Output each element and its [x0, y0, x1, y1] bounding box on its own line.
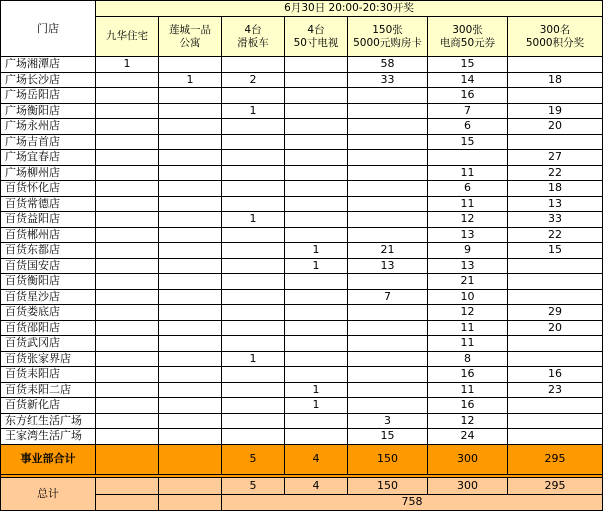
- cell-value: [348, 274, 428, 290]
- cell-value: [285, 119, 348, 135]
- cell-value: [348, 88, 428, 104]
- cell-value: [96, 243, 159, 259]
- store-name: 百货怀化店: [1, 181, 96, 197]
- table-row: [1, 305, 603, 321]
- cell-value: [96, 367, 159, 383]
- cell-value: [222, 367, 285, 383]
- cell-value: 15: [428, 134, 508, 150]
- cell-value: [222, 243, 285, 259]
- cell-value: [348, 367, 428, 383]
- cell-value: [508, 57, 603, 73]
- cell-value: 20: [508, 320, 603, 336]
- store-name: 百货张家界店: [1, 351, 96, 367]
- cell-value: [96, 382, 159, 398]
- cell-value: 1: [285, 382, 348, 398]
- cell-value: 12: [428, 413, 508, 429]
- cell-value: [159, 258, 222, 274]
- store-name: 广场永州店: [1, 119, 96, 135]
- cell-value: [159, 305, 222, 321]
- cell-value: [348, 103, 428, 119]
- cell-value: 16: [428, 398, 508, 414]
- cell-value: [285, 212, 348, 228]
- cell-value: [159, 134, 222, 150]
- cell-value: 1: [222, 103, 285, 119]
- cell-value: 8: [428, 351, 508, 367]
- table-row: [1, 227, 603, 243]
- cell-value: [348, 227, 428, 243]
- total-label: 总计: [1, 477, 96, 510]
- cell-value: [285, 305, 348, 321]
- table-row: [1, 274, 603, 290]
- store-name: 百货娄底店: [1, 305, 96, 321]
- event-title: 6月30日 20:00-20:30开奖: [96, 1, 603, 17]
- store-name: 百货武冈店: [1, 336, 96, 352]
- cell-value: [96, 413, 159, 429]
- store-name: 百货耒阳二店: [1, 382, 96, 398]
- column-header-line2: 电商50元券: [439, 36, 496, 49]
- cell-value: [285, 57, 348, 73]
- store-name: 百货国安店: [1, 258, 96, 274]
- cell-value: 15: [428, 57, 508, 73]
- cell-value: [508, 258, 603, 274]
- cell-value: 11: [428, 196, 508, 212]
- cell-value: 29: [508, 305, 603, 321]
- cell-value: [159, 398, 222, 414]
- column-header-line1: 150张: [372, 23, 403, 36]
- store-name: 百货新化店: [1, 398, 96, 414]
- cell-value: [222, 57, 285, 73]
- cell-value: [348, 196, 428, 212]
- total-value: 5: [222, 477, 285, 494]
- cell-value: [159, 289, 222, 305]
- cell-value: [508, 274, 603, 290]
- cell-value: [285, 227, 348, 243]
- table-row: [1, 351, 603, 367]
- cell-value: [285, 274, 348, 290]
- column-header-line2: 5000元购房卡: [353, 36, 422, 49]
- cell-value: [285, 181, 348, 197]
- table-body: [1, 57, 603, 445]
- table-row: [1, 165, 603, 181]
- subtotal-value: 4: [285, 444, 348, 474]
- cell-value: [222, 398, 285, 414]
- cell-value: 33: [348, 72, 428, 88]
- cell-value: [222, 196, 285, 212]
- cell-value: [508, 429, 603, 445]
- total-value: 300: [428, 477, 508, 494]
- cell-value: [222, 289, 285, 305]
- table-row: [1, 289, 603, 305]
- cell-value: [508, 398, 603, 414]
- cell-value: [508, 351, 603, 367]
- cell-value: [428, 150, 508, 166]
- cell-value: [96, 351, 159, 367]
- column-header-line1: 4台: [244, 23, 262, 36]
- column-header-line2: 50寸电视: [293, 36, 339, 49]
- cell-value: [508, 134, 603, 150]
- cell-value: 12: [428, 212, 508, 228]
- store-name: 百货邵阳店: [1, 320, 96, 336]
- cell-value: 21: [348, 243, 428, 259]
- cell-value: 16: [428, 88, 508, 104]
- total-value: 295: [508, 477, 603, 494]
- cell-value: [508, 336, 603, 352]
- column-header-line1: 300张: [452, 23, 483, 36]
- cell-value: [222, 227, 285, 243]
- cell-value: [96, 274, 159, 290]
- column-header: [508, 17, 603, 57]
- cell-value: [222, 320, 285, 336]
- cell-value: [222, 305, 285, 321]
- column-header-line2: 公寓: [179, 36, 201, 49]
- cell-value: [96, 103, 159, 119]
- cell-value: [159, 243, 222, 259]
- cell-value: 58: [348, 57, 428, 73]
- cell-value: [285, 134, 348, 150]
- cell-value: [159, 320, 222, 336]
- total-row: [1, 477, 603, 494]
- cell-value: [222, 274, 285, 290]
- cell-value: [159, 336, 222, 352]
- cell-value: [348, 119, 428, 135]
- table-row: [1, 320, 603, 336]
- store-name: 百货耒阳店: [1, 367, 96, 383]
- cell-value: [285, 367, 348, 383]
- cell-value: [96, 181, 159, 197]
- total-value: [96, 477, 159, 494]
- cell-value: [348, 320, 428, 336]
- cell-value: [96, 336, 159, 352]
- cell-value: 7: [348, 289, 428, 305]
- cell-value: [285, 103, 348, 119]
- store-name: 百货益阳店: [1, 212, 96, 228]
- cell-value: 12: [428, 305, 508, 321]
- cell-value: 11: [428, 320, 508, 336]
- cell-value: [222, 258, 285, 274]
- column-header: [285, 17, 348, 57]
- cell-value: [222, 413, 285, 429]
- cell-value: 13: [348, 258, 428, 274]
- cell-value: [285, 165, 348, 181]
- cell-value: [222, 429, 285, 445]
- cell-value: 13: [428, 258, 508, 274]
- store-name: 百货星沙店: [1, 289, 96, 305]
- column-header-line1: 4台: [307, 23, 325, 36]
- subtotal-value: 300: [428, 444, 508, 474]
- store-name: 百货衡阳店: [1, 274, 96, 290]
- cell-value: [159, 429, 222, 445]
- table-row: [1, 57, 603, 73]
- cell-value: 7: [428, 103, 508, 119]
- cell-value: 22: [508, 165, 603, 181]
- cell-value: 18: [508, 72, 603, 88]
- cell-value: 11: [428, 165, 508, 181]
- cell-value: 15: [348, 429, 428, 445]
- store-name: 百货常德店: [1, 196, 96, 212]
- table-row: [1, 103, 603, 119]
- cell-value: 11: [428, 382, 508, 398]
- cell-value: 24: [428, 429, 508, 445]
- cell-value: [159, 165, 222, 181]
- cell-value: [348, 336, 428, 352]
- column-header: [222, 17, 285, 57]
- column-header-line2: 滑板车: [237, 36, 269, 49]
- cell-value: [348, 305, 428, 321]
- cell-value: [348, 351, 428, 367]
- cell-value: [159, 227, 222, 243]
- cell-value: [285, 429, 348, 445]
- cell-value: [348, 398, 428, 414]
- cell-value: 1: [222, 212, 285, 228]
- header-title-row: [1, 1, 603, 17]
- cell-value: [96, 196, 159, 212]
- store-name: 广场吉首店: [1, 134, 96, 150]
- cell-value: [285, 413, 348, 429]
- cell-value: [159, 103, 222, 119]
- cell-value: [159, 382, 222, 398]
- cell-value: [96, 305, 159, 321]
- column-header: [96, 17, 159, 57]
- cell-value: [348, 165, 428, 181]
- store-name: 广场湘潭店: [1, 57, 96, 73]
- cell-value: [508, 413, 603, 429]
- cell-value: [96, 258, 159, 274]
- cell-value: 1: [222, 351, 285, 367]
- cell-value: [159, 274, 222, 290]
- cell-value: 11: [428, 336, 508, 352]
- cell-value: [348, 382, 428, 398]
- cell-value: 20: [508, 119, 603, 135]
- cell-value: [96, 134, 159, 150]
- column-header: [428, 17, 508, 57]
- cell-value: [348, 134, 428, 150]
- table-row: [1, 258, 603, 274]
- cell-value: [222, 150, 285, 166]
- cell-value: [159, 57, 222, 73]
- cell-value: 23: [508, 382, 603, 398]
- subtotal-value: [96, 444, 159, 474]
- cell-value: [159, 367, 222, 383]
- cell-value: [285, 320, 348, 336]
- cell-value: 3: [348, 413, 428, 429]
- cell-value: [96, 165, 159, 181]
- store-name: 广场柳州店: [1, 165, 96, 181]
- cell-value: 14: [428, 72, 508, 88]
- cell-value: [96, 88, 159, 104]
- cell-value: [96, 119, 159, 135]
- store-name: 广场衡阳店: [1, 103, 96, 119]
- cell-value: [285, 289, 348, 305]
- table-row: [1, 88, 603, 104]
- cell-value: [222, 134, 285, 150]
- store-name: 百货东都店: [1, 243, 96, 259]
- cell-value: 18: [508, 181, 603, 197]
- cell-value: [159, 196, 222, 212]
- cell-value: [285, 150, 348, 166]
- grand-total-value: 758: [222, 494, 603, 510]
- cell-value: [348, 150, 428, 166]
- table-row: [1, 336, 603, 352]
- total-value: 150: [348, 477, 428, 494]
- cell-value: [222, 165, 285, 181]
- cell-value: 6: [428, 181, 508, 197]
- subtotal-value: 295: [508, 444, 603, 474]
- cell-value: 13: [428, 227, 508, 243]
- cell-value: 1: [285, 258, 348, 274]
- subtotal-value: [159, 444, 222, 474]
- cell-value: 1: [159, 72, 222, 88]
- column-header-line2: 5000积分奖: [525, 36, 585, 49]
- table-row: [1, 196, 603, 212]
- cell-value: [285, 88, 348, 104]
- cell-value: [96, 72, 159, 88]
- cell-value: 9: [428, 243, 508, 259]
- cell-value: [159, 181, 222, 197]
- cell-value: [348, 181, 428, 197]
- cell-value: 2: [222, 72, 285, 88]
- cell-value: [222, 119, 285, 135]
- cell-value: 10: [428, 289, 508, 305]
- subtotal-value: 5: [222, 444, 285, 474]
- total-value: 4: [285, 477, 348, 494]
- cell-value: [96, 289, 159, 305]
- cell-value: 1: [96, 57, 159, 73]
- table-row: [1, 119, 603, 135]
- cell-value: 22: [508, 227, 603, 243]
- cell-value: [159, 351, 222, 367]
- store-name: 百货郴州店: [1, 227, 96, 243]
- cell-value: 6: [428, 119, 508, 135]
- table-row: [1, 212, 603, 228]
- cell-value: [159, 119, 222, 135]
- cell-value: [285, 336, 348, 352]
- cell-value: [159, 212, 222, 228]
- table-row: [1, 72, 603, 88]
- cell-value: [96, 320, 159, 336]
- cell-value: 21: [428, 274, 508, 290]
- total-value: [159, 477, 222, 494]
- cell-value: [159, 150, 222, 166]
- cell-value: [508, 289, 603, 305]
- subtotal-row: [1, 444, 603, 474]
- cell-value: [222, 382, 285, 398]
- cell-value: [96, 150, 159, 166]
- table-row: [1, 181, 603, 197]
- table-row: [1, 243, 603, 259]
- cell-value: 13: [508, 196, 603, 212]
- table-row: [1, 150, 603, 166]
- cell-value: [222, 336, 285, 352]
- cell-value: 16: [508, 367, 603, 383]
- cell-value: [508, 88, 603, 104]
- store-name: 广场长沙店: [1, 72, 96, 88]
- cell-value: [222, 181, 285, 197]
- subtotal-value: 150: [348, 444, 428, 474]
- cell-value: [159, 88, 222, 104]
- cell-value: 16: [428, 367, 508, 383]
- cell-value: 1: [285, 243, 348, 259]
- cell-value: [96, 212, 159, 228]
- table-row: [1, 382, 603, 398]
- column-header: [159, 17, 222, 57]
- cell-value: 27: [508, 150, 603, 166]
- cell-value: [222, 88, 285, 104]
- store-name: 王家湾生活广场: [1, 429, 96, 445]
- column-header-line1: 300名: [539, 23, 571, 36]
- store-name: 广场宜春店: [1, 150, 96, 166]
- cell-value: [96, 429, 159, 445]
- cell-value: 19: [508, 103, 603, 119]
- cell-value: [159, 413, 222, 429]
- cell-value: 15: [508, 243, 603, 259]
- column-header-line1: 莲城一品: [169, 23, 211, 36]
- cell-value: [285, 196, 348, 212]
- store-name: 广场岳阳店: [1, 88, 96, 104]
- cell-value: 1: [285, 398, 348, 414]
- cell-value: [96, 227, 159, 243]
- table-row: [1, 429, 603, 445]
- column-header: [348, 17, 428, 57]
- column-header-line1: 九华住宅: [106, 30, 148, 42]
- table-row: [1, 367, 603, 383]
- table-row: [1, 413, 603, 429]
- cell-value: [285, 72, 348, 88]
- cell-value: 33: [508, 212, 603, 228]
- subtotal-label: 事业部合计: [1, 444, 96, 474]
- cell-value: [348, 212, 428, 228]
- table-row: [1, 398, 603, 414]
- cell-value: [285, 351, 348, 367]
- cell-value: [96, 398, 159, 414]
- table-row: [1, 134, 603, 150]
- store-name: 东方红生活广场: [1, 413, 96, 429]
- store-column-header: 门店: [1, 1, 96, 57]
